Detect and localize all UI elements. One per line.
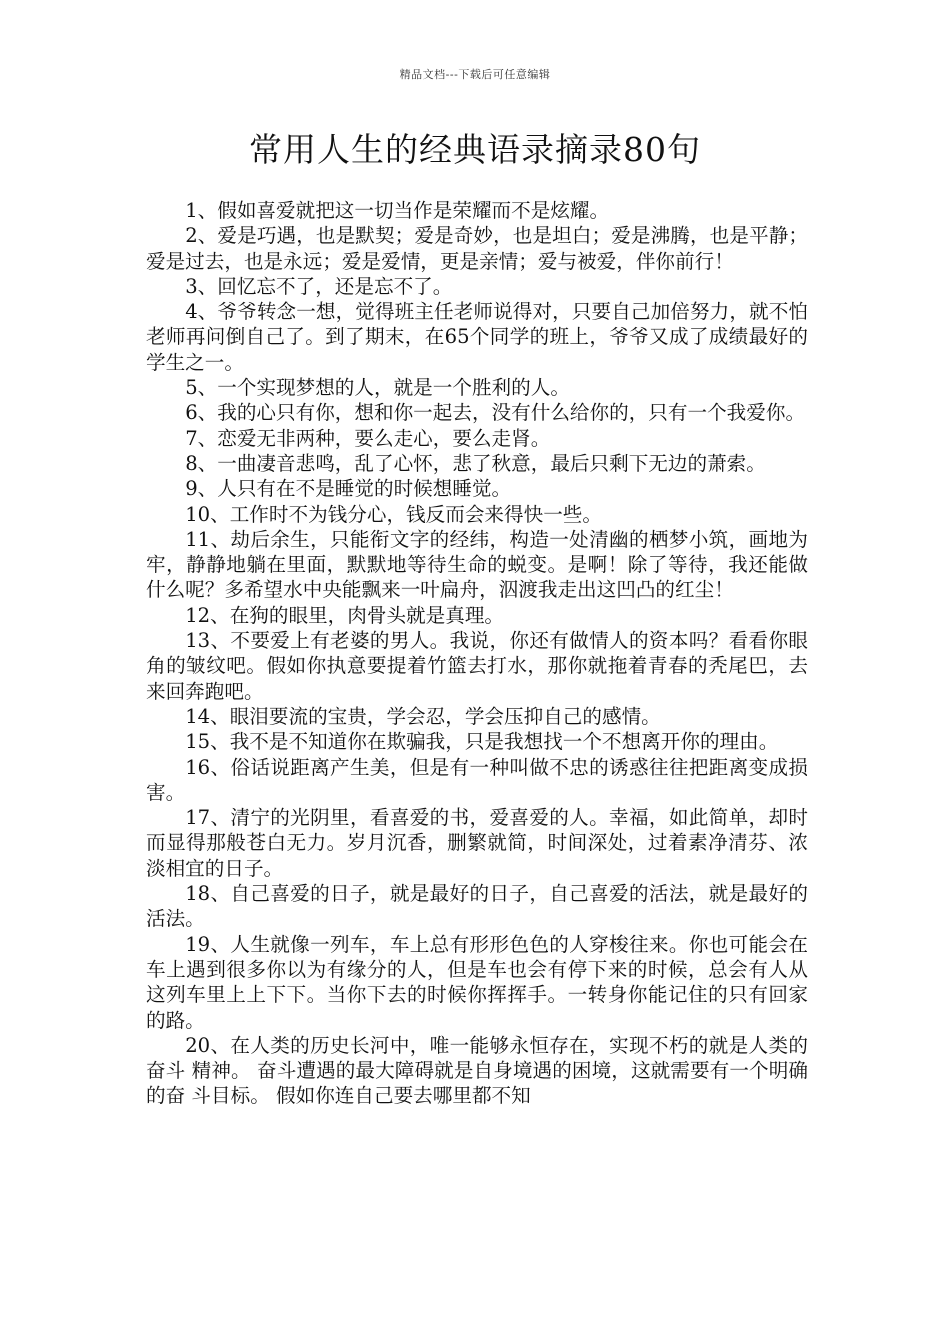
quote-paragraph: 5、一个实现梦想的人，就是一个胜利的人。 [185,376,570,400]
quote-paragraph: 13、不要爱上有老婆的男人。我说，你还有做情人的资本吗？看看你眼角的皱纹吧。假如你执意要提着竹篮去打水，那你就拖着青春的秃尾巴，去来回奔跑吧。 [146,629,808,703]
quote-paragraph: 20、在人类的历史长河中，唯一能够永恒存在，实现不朽的就是人类的奋斗 精神。 奋斗遭遇的最大障碍就是自身境遇的困境，这就需要有一个明确的奋 斗目标。 假如你连自己要去哪里都不知 [146,1033,808,1108]
quote-paragraph: 10、工作时不为钱分心，钱反而会来得快一些。 [185,502,602,526]
page-header: 精品文档---下载后可任意编辑 [399,68,551,81]
quote-paragraph: 2、爱是巧遇，也是默契；爱是奇妙，也是坦白；爱是沸腾，也是平静；爱是过去，也是永远；爱是爱情，更是亲情；爱与被爱，伴你前行！ [146,224,808,273]
quote-paragraph: 8、一曲凄音悲鸣，乱了心怀，悲了秋意，最后只剩下无边的萧索。 [185,451,766,475]
quote-paragraph: 14、眼泪要流的宝贵，学会忍，学会压抑自己的感情。 [185,704,661,728]
quote-paragraph: 1、假如喜爱就把这一切当作是荣耀而不是炫耀。 [185,199,610,222]
quote-paragraph: 16、俗话说距离产生美，但是有一种叫做不忠的诱惑往往把距离变成损害。 [146,755,808,804]
quote-paragraph: 12、在狗的眼里，肉骨头就是真理。 [185,603,505,627]
quote-paragraph: 19、人生就像一列车，车上总有形形色色的人穿梭往来。你也可能会在车上遇到很多你以为有缘分的人，但是车也会有停下来的时候，总会有人从这列车里上上下下。当你下去的时候你挥挥手。一转身你能记住的只有回家的路。 [146,932,808,1032]
quote-paragraph: 15、我不是不知道你在欺骗我，只是我想找一个不想离开你的理由。 [185,730,779,754]
quote-paragraph: 11、劫后余生，只能衔文字的经纬，构造一处清幽的栖梦小筑，画地为牢，静静地躺在里面，默默地等待生命的蜕变。是啊！除了等待，我还能做什么呢？多希望水中央能飘来一叶扁舟，泅渡我走出这凹凸的红尘！ [146,527,808,602]
quote-paragraph: 9、人只有在不是睡觉的时候想睡觉。 [185,477,512,501]
document-title: 常用人生的经典语录摘录80句 [249,130,701,169]
document-body [146,198,808,1109]
quote-paragraph: 17、清宁的光阴里，看喜爱的书，爱喜爱的人。幸福，如此简单，却时而显得那般苍白无力。岁月沉香，删繁就简，时间深处，过着素净清芬、浓淡相宜的日子。 [146,806,808,880]
quote-paragraph: 7、恋爱无非两种，要么走心，要么走肾。 [185,426,551,450]
quote-paragraph: 4、爷爷转念一想，觉得班主任老师说得对，只要自己加倍努力，就不怕老师再问倒自己了。到了期末，在65个同学的班上，爷爷又成了成绩最好的学生之一。 [146,300,808,374]
quote-paragraph: 3、回忆忘不了，还是忘不了。 [185,274,453,298]
quote-paragraph: 6、我的心只有你，想和你一起去，没有什么给你的，只有一个我爱你。 [185,401,806,425]
quote-paragraph: 18、自己喜爱的日子，就是最好的日子，自己喜爱的活法，就是最好的活法。 [146,882,808,931]
